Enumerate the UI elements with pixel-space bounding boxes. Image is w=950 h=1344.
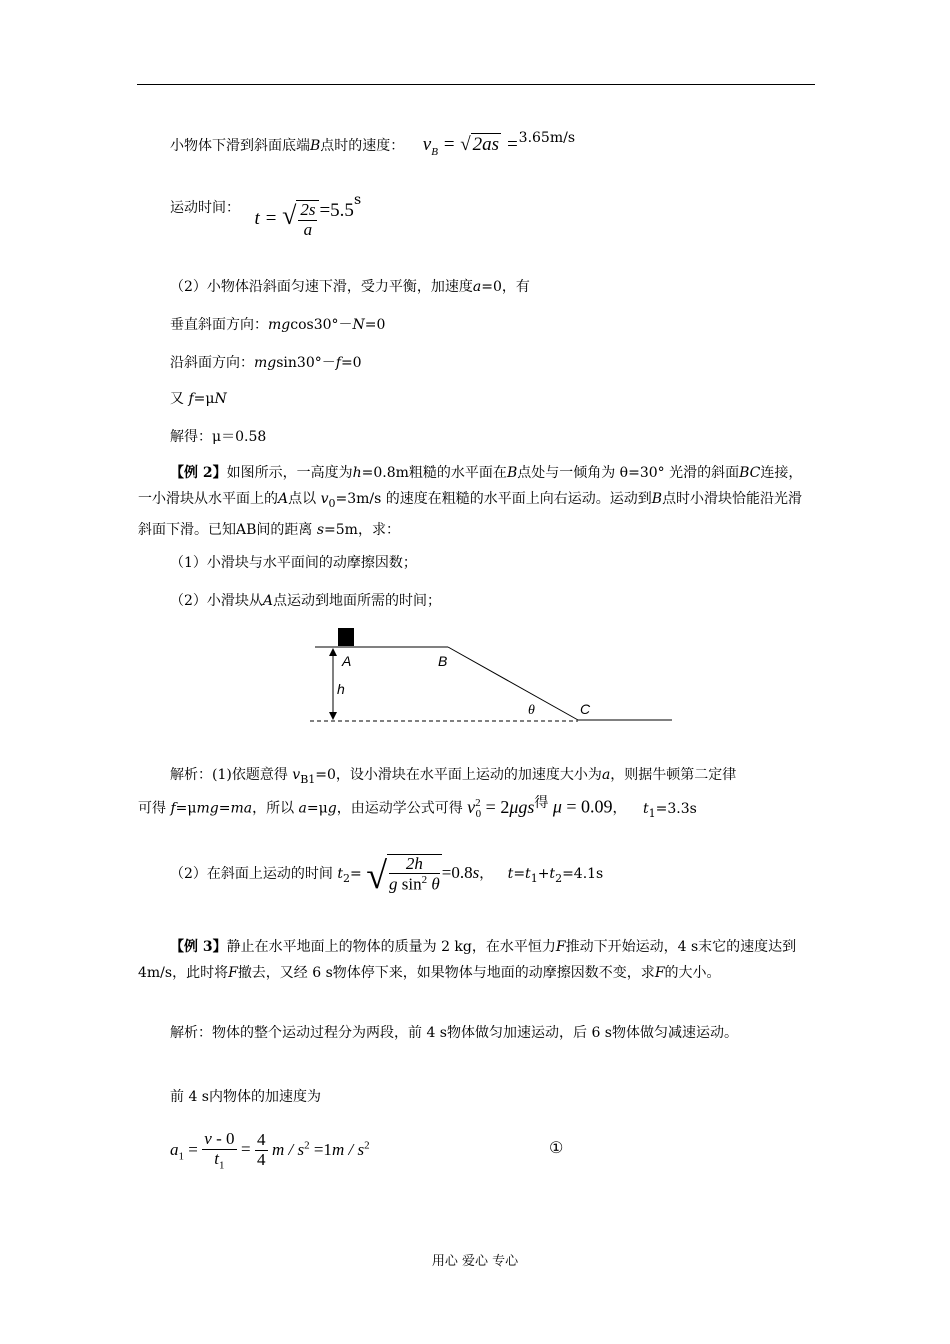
example3-paragraph: 【例 3】静止在水平地面上的物体的质量为 2 kg，在水平恒力F推动下开始运动，4 s末它的速度达到4m/s，此时将F撤去，又经 6 s物体停下来，如果物体与地面的动摩擦因数不变，求F的大小。: [138, 939, 797, 981]
time-text: 运动时间：: [170, 200, 240, 217]
time-unit: s: [353, 192, 362, 209]
solution2-text: （2）在斜面上运动的时间 $t_2=$: [170, 866, 362, 885]
solution2-line: （2）在斜面上运动的时间 $t_2=$ √ $\frac{2h}{g \sin^2 \theta}$ =0.8s， $t=t_1+t_2=4.1s$: [170, 853, 604, 897]
label-c: C: [580, 701, 591, 717]
perp-line: 垂直斜面方向：mgcos30°－N=0: [170, 317, 386, 333]
velocity-value: 3.65m/s: [518, 130, 576, 146]
block-rect: [338, 628, 354, 646]
velocity-text: 小物体下滑到斜面底端B点时的速度：: [170, 138, 405, 154]
example3-label: 【例 3】: [170, 939, 227, 955]
solution1-line-b: 可得 f=μmg=ma，所以 a=μg，由运动学公式可得 $v^2_0 = 2\mu gs^得$ μ = 0.09， $t_1=3.3s$: [138, 795, 697, 821]
de-label: 得: [534, 795, 549, 811]
page-footer: 用心 爱心 专心: [431, 1254, 519, 1269]
solution1-line-a: 解析：(1)依题意得 $v_{B1}=0$，设小滑块在水平面上运动的加速度大小为a，则据牛顿第二定律: [170, 767, 737, 786]
header-rule: [137, 84, 815, 85]
mu-result: μ = 0.09: [552, 796, 613, 817]
kinematic-formula: $v^2_0 = 2\mu gs$: [467, 796, 535, 821]
time-line: 运动时间： t = √ $\frac{2s}{a}$ $=5.5^s$: [170, 192, 362, 239]
example2-paragraph: 【例 2】如图所示，一高度为h=0.8m粗糙的水平面在B点处与一倾角为 θ=30° 光滑的斜面BC连接，一小滑块从水平面上的A点以 $v_0=3m/s$ 的速度在粗糙的水平面上向右运动。运动到B点时小滑块恰能沿光滑斜面下滑。已知AB间的距离 s=5m，求：: [138, 465, 803, 538]
arrow-down-head: [329, 712, 337, 720]
acceleration-equation: $a_1$ = $\frac{v - 0}{t_1}$ = $\frac{4}{4}$ $m / s^2 =1m / s^2$: [170, 1129, 370, 1172]
friction-line: 又 f=μN: [170, 391, 227, 407]
part2-line: （2）小物体沿斜面匀速下滑，受力平衡，加速度a=0，有: [170, 279, 530, 295]
incline-figure: [300, 620, 690, 730]
velocity-formula: $v_B$ = √ 2as =: [422, 134, 519, 158]
total-time: $t=t_1+t_2=4.1s$: [507, 866, 604, 885]
arrow-up-head: [329, 648, 337, 656]
example2-label: 【例 2】: [170, 465, 227, 481]
label-a: A: [342, 653, 352, 669]
label-b: B: [438, 653, 448, 669]
slope-line: [448, 647, 578, 720]
label-h: h: [337, 681, 345, 697]
time-formula: t = √ $\frac{2s}{a}$: [254, 208, 319, 229]
result-mu-line: 解得：μ＝0.58: [170, 429, 267, 445]
solution1-text: 可得 f=μmg=ma，所以 a=μg，由运动学公式可得: [138, 800, 463, 817]
question-1: （1）小滑块与水平面间的动摩擦因数；: [170, 555, 417, 571]
t1-value: $t_1=3.3s$: [642, 800, 697, 820]
pre-accel-line: 前 4 s内物体的加速度为: [170, 1089, 321, 1105]
question-2: （2）小滑块从A点运动到地面所需的时间；: [170, 593, 442, 609]
label-theta: θ: [528, 703, 535, 718]
velocity-line: [170, 130, 575, 158]
t2-formula: √ $\frac{2h}{g \sin^2 \theta}$: [366, 853, 440, 897]
equation-marker: ①: [549, 1138, 564, 1157]
solution3-paragraph: 解析：物体的整个运动过程分为两段，前 4 s物体做匀加速运动，后 6 s物体做匀减速运动。: [170, 1025, 738, 1041]
along-line: 沿斜面方向：mgsin30°－f=0: [170, 355, 362, 371]
